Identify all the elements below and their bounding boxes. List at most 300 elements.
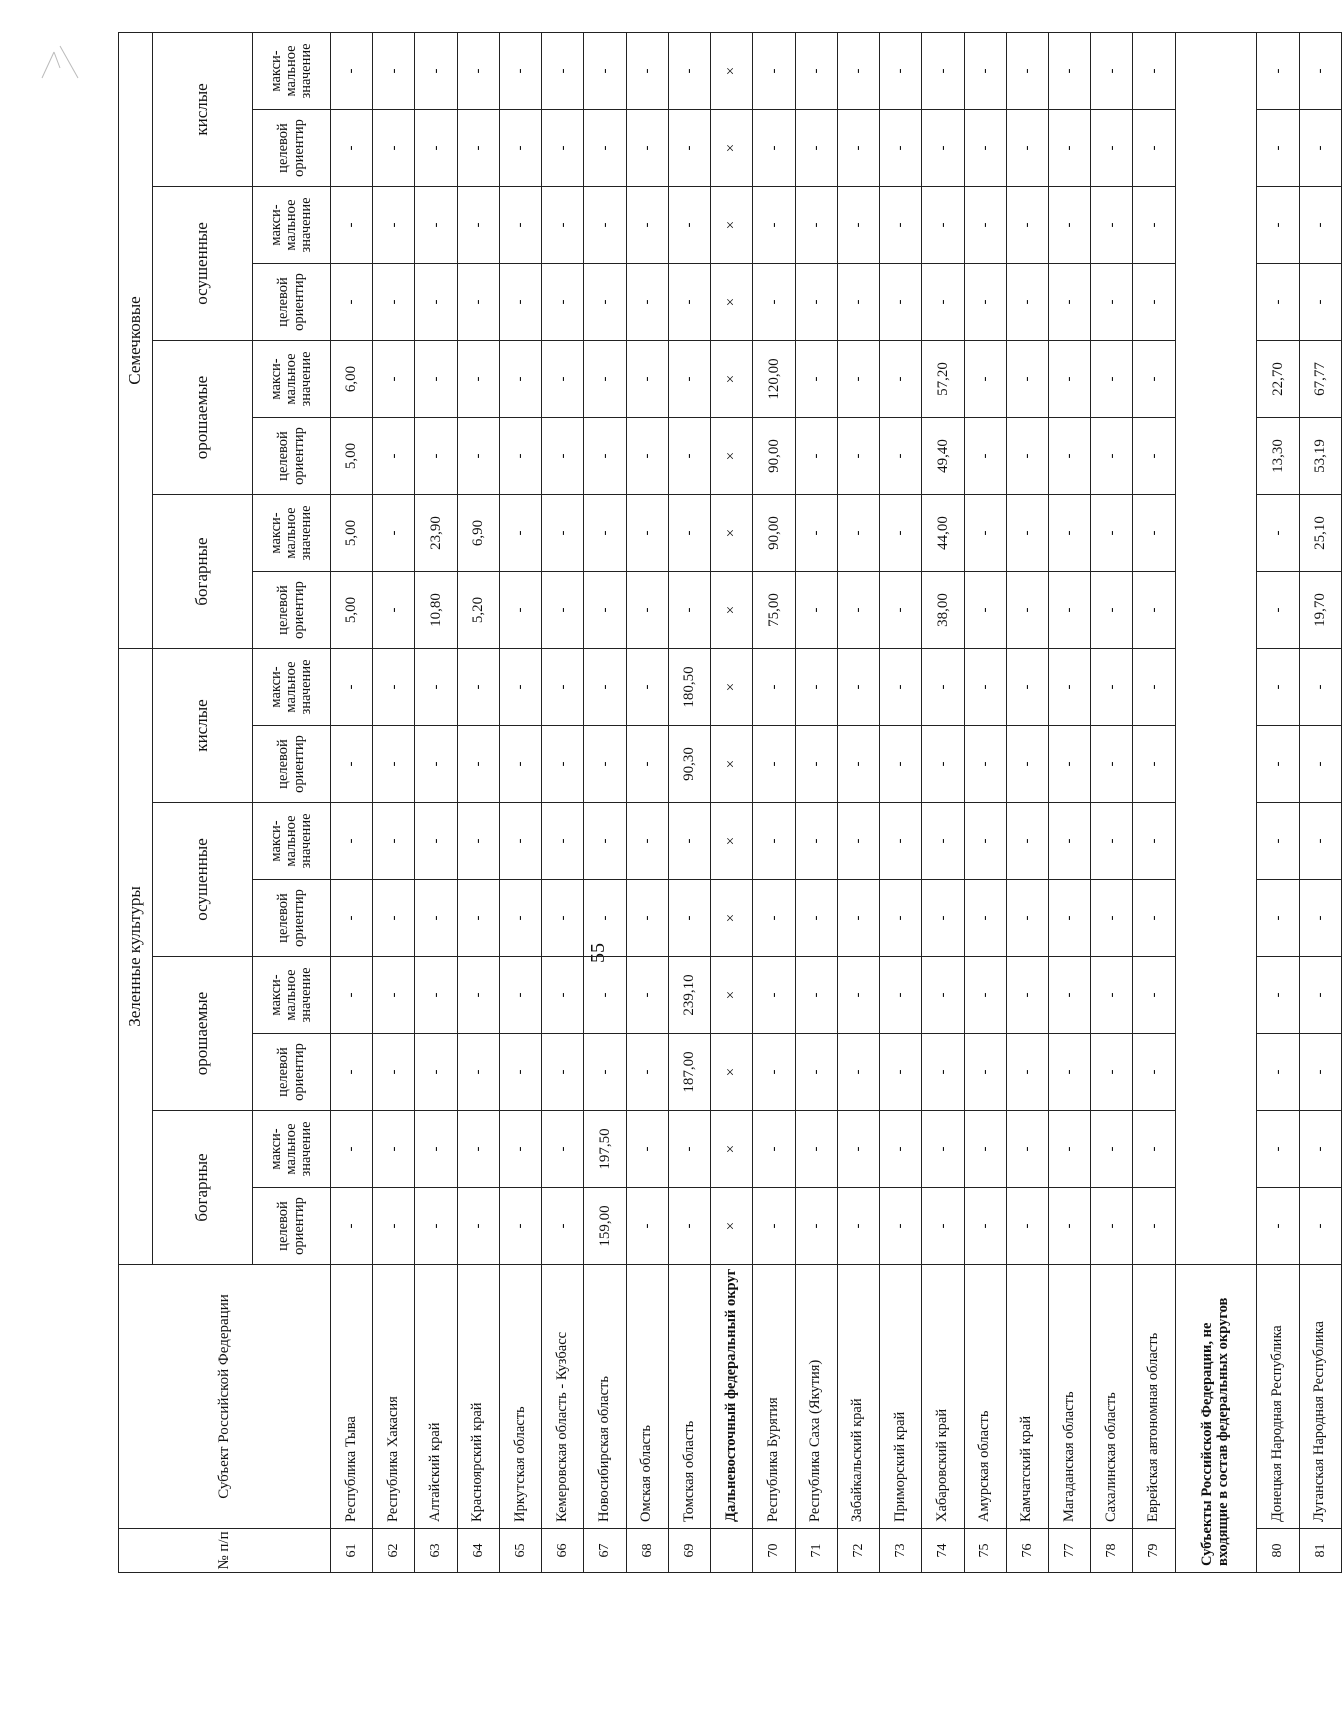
value-cell: - [1091,880,1133,957]
value-cell: - [415,187,457,264]
value-cell: - [499,418,541,495]
value-cell: - [499,726,541,803]
value-cell: - [964,1188,1006,1265]
row-number: 69 [668,1529,710,1573]
value-cell: - [626,341,668,418]
value-cell: - [499,572,541,649]
value-cell: 120,00 [753,341,795,418]
value-cell: - [415,341,457,418]
value-cell: × [711,726,753,803]
value-cell: - [668,264,710,341]
value-cell: - [795,726,837,803]
value-cell: - [1257,649,1299,726]
row-subject-name: Омская область [626,1265,668,1529]
value-cell: - [373,418,415,495]
value-cell: - [1048,418,1090,495]
row-subject-name: Алтайский край [415,1265,457,1529]
value-cell: - [880,495,922,572]
value-cell: 23,90 [415,495,457,572]
value-cell: - [922,803,964,880]
value-cell: - [964,803,1006,880]
value-cell: - [626,649,668,726]
value-cell: - [1006,495,1048,572]
row-subject-name: Приморский край [880,1265,922,1529]
value-cell: - [373,1111,415,1188]
value-cell: - [1006,187,1048,264]
header-subject: Субъект Российской Федерации [119,1265,331,1529]
value-cell: - [499,957,541,1034]
row-subject-name: Камчатский край [1006,1265,1048,1529]
table-row [1299,32,1341,1572]
header-oroshaemye-pome: орошаемые [153,341,253,495]
value-cell: - [668,1188,710,1265]
value-cell: - [922,187,964,264]
value-cell: × [711,957,753,1034]
value-cell: - [1257,187,1299,264]
value-cell: - [880,649,922,726]
value-cell: - [457,649,499,726]
header-max: макси-мальное значение [253,187,331,264]
header-group-pome: Семечковые [119,32,153,648]
row-number: 76 [1006,1529,1048,1573]
value-cell: - [1257,495,1299,572]
value-cell: - [837,110,879,187]
value-cell: - [1133,418,1175,495]
value-cell: - [1299,264,1341,341]
header-target: целевой ориентир [253,1188,331,1265]
value-cell: 10,80 [415,572,457,649]
value-cell: - [1006,803,1048,880]
value-cell: - [795,110,837,187]
value-cell: - [584,495,626,572]
value-cell: - [1006,110,1048,187]
value-cell: - [626,726,668,803]
header-max: макси-мальное значение [253,1111,331,1188]
value-cell: - [415,1111,457,1188]
value-cell: - [626,187,668,264]
value-cell: - [837,1188,879,1265]
value-cell: - [499,264,541,341]
value-cell: - [373,1188,415,1265]
value-cell: - [626,880,668,957]
row-subject-name: Республика Саха (Якутия) [795,1265,837,1529]
value-cell: 13,30 [1257,418,1299,495]
value-cell: - [584,187,626,264]
value-cell: 75,00 [753,572,795,649]
value-cell: - [1299,1188,1341,1265]
value-cell: 67,77 [1299,341,1341,418]
header-target: целевой ориентир [253,880,331,957]
table-row [837,32,879,1572]
value-cell: - [964,1034,1006,1111]
value-cell: - [331,32,373,109]
value-cell: - [1091,649,1133,726]
value-cell: - [1133,187,1175,264]
value-cell: - [331,1111,373,1188]
value-cell: - [1091,32,1133,109]
value-cell: - [415,649,457,726]
value-cell: - [1257,572,1299,649]
value-cell: - [457,264,499,341]
value-cell: 197,50 [584,1111,626,1188]
value-cell: - [1299,187,1341,264]
row-subject-name: Амурская область [964,1265,1006,1529]
value-cell: - [584,726,626,803]
value-cell: - [1133,880,1175,957]
value-cell: - [415,32,457,109]
table-row [922,32,964,1572]
value-cell: - [880,1188,922,1265]
value-cell: - [1091,726,1133,803]
value-cell: - [1048,572,1090,649]
value-cell: - [542,110,584,187]
page-number: 55 [587,943,609,963]
value-cell: - [753,32,795,109]
value-cell: × [711,495,753,572]
value-cell: 57,20 [922,341,964,418]
value-cell: - [373,495,415,572]
value-cell: - [542,1188,584,1265]
header-target: целевой ориентир [253,572,331,649]
value-cell: 90,00 [753,495,795,572]
value-cell: - [837,341,879,418]
value-cell: - [542,1034,584,1111]
value-cell: - [373,187,415,264]
value-cell: - [837,649,879,726]
value-cell: - [837,187,879,264]
value-cell: - [331,803,373,880]
value-cell: - [753,649,795,726]
header-oroshaemye-greens: орошаемые [153,957,253,1111]
value-cell: - [415,264,457,341]
value-cell: 6,00 [331,341,373,418]
value-cell: - [457,1188,499,1265]
value-cell: - [626,957,668,1034]
value-cell: - [415,880,457,957]
value-cell: - [1048,957,1090,1034]
value-cell: - [964,572,1006,649]
value-cell: - [922,1188,964,1265]
value-cell: - [1133,495,1175,572]
value-cell: - [331,187,373,264]
value-cell: × [711,418,753,495]
value-cell: - [1299,957,1341,1034]
value-cell: - [880,264,922,341]
value-cell: 49,40 [922,418,964,495]
table-row [1006,32,1048,1572]
row-number: 64 [457,1529,499,1573]
value-cell: - [1257,110,1299,187]
row-subject-name: Томская область [668,1265,710,1529]
value-cell: - [964,110,1006,187]
value-cell: - [542,880,584,957]
value-cell: 38,00 [922,572,964,649]
value-cell: - [795,572,837,649]
value-cell: - [331,649,373,726]
header-group-greens: Зеленные культуры [119,649,153,1265]
table-row [584,32,626,1572]
value-cell: × [711,264,753,341]
value-cell: - [457,110,499,187]
value-cell: - [373,1034,415,1111]
value-cell: - [542,341,584,418]
value-cell: - [880,32,922,109]
row-number: 77 [1048,1529,1090,1573]
value-cell: - [542,264,584,341]
value-cell: - [1257,264,1299,341]
value-cell: - [880,880,922,957]
value-cell: - [795,32,837,109]
value-cell: - [1048,495,1090,572]
value-cell: - [1299,726,1341,803]
value-cell: - [499,803,541,880]
table-row [668,32,710,1572]
value-cell: - [753,1034,795,1111]
table-row [711,32,753,1572]
value-cell: - [373,880,415,957]
value-cell: - [331,880,373,957]
value-cell: - [542,32,584,109]
value-cell: - [1048,110,1090,187]
table-row [415,32,457,1572]
row-number: 80 [1257,1529,1299,1573]
value-cell: - [1133,726,1175,803]
header-max: макси-мальное значение [253,803,331,880]
section-header: Субъекты Российской Федерации, не входящие в состав федеральных округов [1175,1265,1257,1573]
table-row [753,32,795,1572]
value-cell: 5,20 [457,572,499,649]
value-cell: - [795,803,837,880]
value-cell: - [1133,649,1175,726]
value-cell: - [837,264,879,341]
row-subject-name: Кемеровская область - Кузбасс [542,1265,584,1529]
value-cell: - [331,1188,373,1265]
value-cell: - [373,803,415,880]
row-subject-name: Иркутская область [499,1265,541,1529]
value-cell: 5,00 [331,572,373,649]
value-cell: - [795,957,837,1034]
value-cell: - [668,572,710,649]
value-cell: 159,00 [584,1188,626,1265]
value-cell: - [880,341,922,418]
value-cell: 187,00 [668,1034,710,1111]
value-cell: - [964,495,1006,572]
value-cell: - [542,187,584,264]
value-cell: - [922,1111,964,1188]
table-row [457,32,499,1572]
row-number [711,1529,753,1573]
value-cell: × [711,572,753,649]
value-cell: - [837,803,879,880]
value-cell: - [753,264,795,341]
value-cell: - [837,572,879,649]
value-cell: - [1006,1188,1048,1265]
value-cell: - [499,495,541,572]
value-cell: - [1006,264,1048,341]
row-number: 75 [964,1529,1006,1573]
value-cell: 19,70 [1299,572,1341,649]
row-number: 61 [331,1529,373,1573]
value-cell: - [964,726,1006,803]
value-cell: - [1091,803,1133,880]
value-cell: - [837,957,879,1034]
value-cell: - [880,418,922,495]
value-cell: - [626,495,668,572]
row-number: 67 [584,1529,626,1573]
header-max: макси-мальное значение [253,649,331,726]
value-cell: - [1048,649,1090,726]
value-cell: - [1006,957,1048,1034]
value-cell: - [1133,1034,1175,1111]
header-target: целевой ориентир [253,1034,331,1111]
section-row [1175,32,1257,1572]
value-cell: - [1257,1188,1299,1265]
value-cell: - [499,1188,541,1265]
value-cell: - [795,1034,837,1111]
value-cell: - [922,880,964,957]
value-cell: - [753,803,795,880]
table-row [626,32,668,1572]
value-cell: × [711,880,753,957]
value-cell: - [964,264,1006,341]
header-target: целевой ориентир [253,418,331,495]
value-cell: - [1257,726,1299,803]
value-cell: - [584,110,626,187]
value-cell: × [711,341,753,418]
value-cell: - [668,495,710,572]
value-cell: - [626,1111,668,1188]
value-cell: - [1048,726,1090,803]
value-cell: - [1091,957,1133,1034]
value-cell: - [542,957,584,1034]
value-cell: - [795,1111,837,1188]
value-cell: - [1091,495,1133,572]
row-subject-name: Забайкальский край [837,1265,879,1529]
row-number: 78 [1091,1529,1133,1573]
header-bogarnye-pome: богарные [153,495,253,649]
table-row [499,32,541,1572]
value-cell: - [922,32,964,109]
table-row [542,32,584,1572]
table-row [880,32,922,1572]
value-cell: - [880,187,922,264]
value-cell: - [1257,1034,1299,1111]
value-cell: - [922,1034,964,1111]
section-empty-cell [1175,32,1257,1264]
row-subject-name: Республика Бурятия [753,1265,795,1529]
value-cell: - [753,957,795,1034]
value-cell: - [331,726,373,803]
table-row [373,32,415,1572]
row-number: 74 [922,1529,964,1573]
value-cell: - [626,418,668,495]
value-cell: - [753,1188,795,1265]
value-cell: - [1048,32,1090,109]
value-cell: 239,10 [668,957,710,1034]
value-cell: - [1006,726,1048,803]
value-cell: 53,19 [1299,418,1341,495]
row-subject-name: Красноярский край [457,1265,499,1529]
header-osushennye-pome: осушенные [153,187,253,341]
value-cell: - [584,32,626,109]
value-cell: - [1091,187,1133,264]
value-cell: - [373,649,415,726]
value-cell: - [415,418,457,495]
value-cell: - [1133,264,1175,341]
row-subject-name: Дальневосточный федеральный округ [711,1265,753,1529]
row-subject-name: Хабаровский край [922,1265,964,1529]
value-cell: - [626,1188,668,1265]
value-cell: - [584,880,626,957]
header-bogarnye-greens: богарные [153,1111,253,1265]
value-cell: - [542,572,584,649]
value-cell: - [922,110,964,187]
header-num: № п/п [119,1529,331,1573]
row-number: 62 [373,1529,415,1573]
value-cell: - [626,803,668,880]
value-cell: - [837,1034,879,1111]
table-row [1257,32,1299,1572]
value-cell: - [415,1188,457,1265]
value-cell: - [922,726,964,803]
value-cell: - [626,110,668,187]
value-cell: × [711,649,753,726]
value-cell: - [668,32,710,109]
value-cell: - [1133,1188,1175,1265]
value-cell: 90,30 [668,726,710,803]
value-cell: - [1091,1188,1133,1265]
row-number: 79 [1133,1529,1175,1573]
value-cell: × [711,187,753,264]
row-subject-name: Сахалинская область [1091,1265,1133,1529]
value-cell: - [373,726,415,803]
value-cell: 22,70 [1257,341,1299,418]
value-cell: - [880,803,922,880]
value-cell: - [837,495,879,572]
value-cell: - [1257,803,1299,880]
header-target: целевой ориентир [253,264,331,341]
value-cell: - [1048,1188,1090,1265]
value-cell: - [1299,110,1341,187]
value-cell: - [1091,572,1133,649]
value-cell: - [1257,880,1299,957]
value-cell: - [457,341,499,418]
value-cell: - [753,880,795,957]
header-target: целевой ориентир [253,726,331,803]
value-cell: - [1299,32,1341,109]
header-target: целевой ориентир [253,110,331,187]
value-cell: 6,90 [457,495,499,572]
value-cell: - [457,957,499,1034]
value-cell: - [795,495,837,572]
value-cell: - [837,726,879,803]
value-cell: - [1257,32,1299,109]
value-cell: × [711,803,753,880]
row-number: 68 [626,1529,668,1573]
value-cell: - [753,1111,795,1188]
row-subject-name: Луганская Народная Республика [1299,1265,1341,1529]
value-cell: - [1299,649,1341,726]
value-cell: - [795,649,837,726]
table-row [331,32,373,1572]
value-cell: - [964,1111,1006,1188]
header-kislye-greens: кислые [153,649,253,803]
value-cell: - [373,341,415,418]
value-cell: - [542,418,584,495]
value-cell: - [880,110,922,187]
value-cell: - [415,1034,457,1111]
value-cell: - [1091,341,1133,418]
